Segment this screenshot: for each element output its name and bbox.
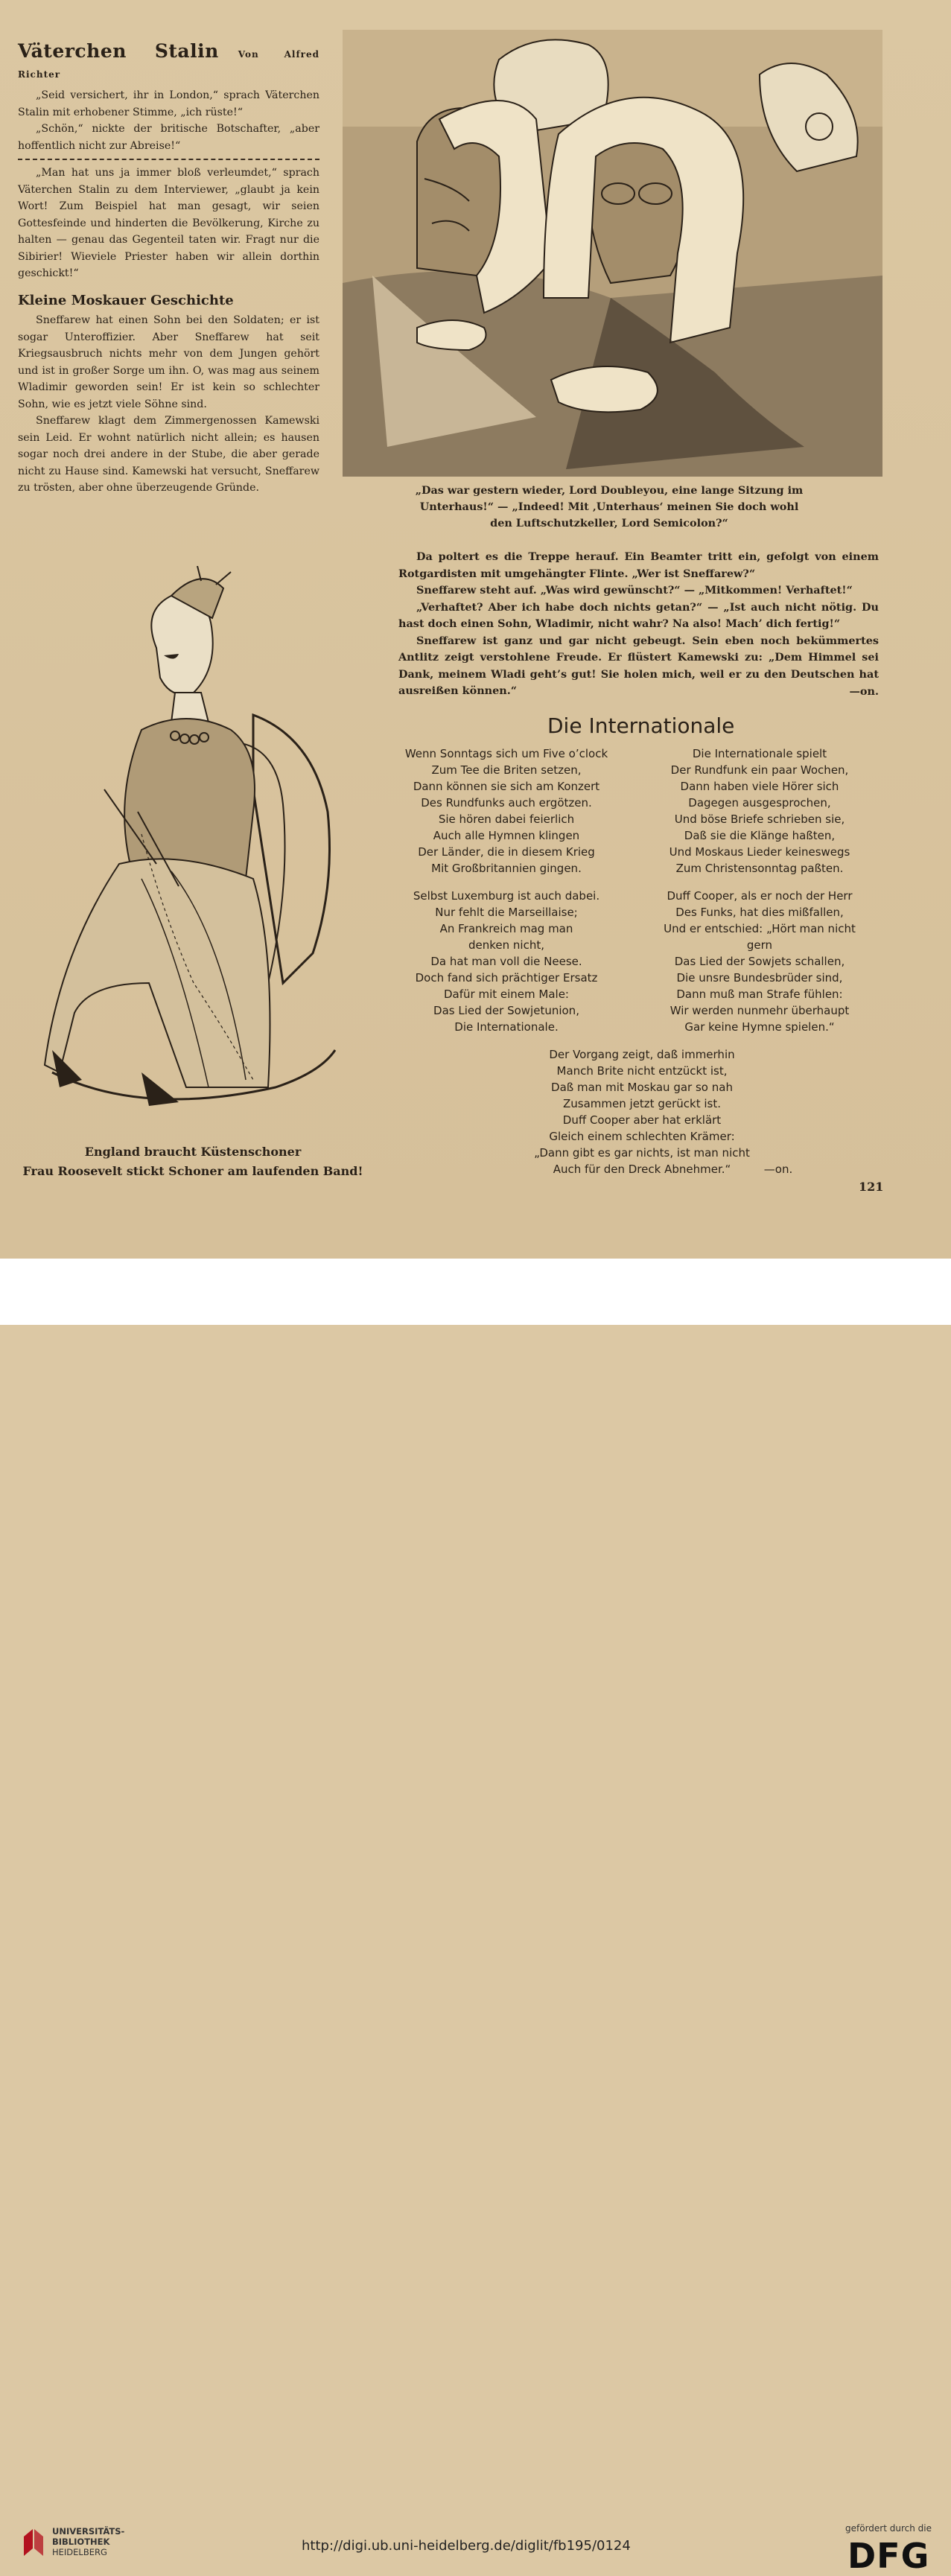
article-paragraph: Sneffarew ist ganz und gar nicht gebeugt. Sein eben noch bekümmertes Antlitz zeigt verstohlene Freude. Er flüstert Kamewski zu: „Dem Himmel sei Dank, meinem Wladi geht’s gut! Sie holen mich, weil er zu den Deutschen hat ausreißen können.“ — [398, 634, 879, 697]
article-paragraph: „Seid versichert, ihr in London,“ sprach Väterchen Stalin mit erhobener Stimme, „ich rüste!“ — [18, 89, 319, 118]
poem-stanza — [395, 888, 618, 1035]
poem-line: Und böse Briefe schrieben sie, — [674, 812, 845, 826]
document-url-link[interactable]: http://digi.ub.uni-heidelberg.de/diglit/fb195/0124 — [302, 2538, 631, 2554]
article-title: Väterchen Stalin Von Alfred Richter — [18, 40, 319, 80]
poem-stanza — [508, 1046, 776, 1177]
article-byline: Von Alfred Richter — [18, 49, 319, 80]
library-name-line: HEIDELBERG — [52, 2547, 107, 2557]
dashed-divider — [18, 159, 319, 160]
poem-line: Die unsre Bundesbrüder sind, — [676, 971, 843, 985]
article-paragraph: Sneffarew hat einen Sohn bei den Soldaten; er ist sogar Unteroffizier. Aber Sneffarew hat seit Kriegsausbruch nichts mehr von dem Jungen gehört und ist in großer Sorge um ihn. O, was mag aus seinem Wladimir geworden sein! Er ist kein so schlechter Sohn, wie es jetzt viele Söhne sind. — [18, 314, 319, 410]
page-number: 121 — [859, 1180, 884, 1194]
poem-line: Des Rundfunks auch ergötzen. — [421, 796, 592, 810]
caption-title: England braucht Küstenschoner — [84, 1145, 302, 1159]
poem-line: Wenn Sonntags sich um Five o’clock — [404, 747, 608, 760]
poem-title: Die Internationale — [547, 713, 735, 738]
poem-line: Duff Cooper, als er noch der Herr — [667, 889, 853, 903]
poem-line: Die Internationale spielt — [692, 747, 827, 760]
poem-line: Daß man mit Moskau gar so nah — [551, 1081, 733, 1094]
university-library-logo-icon — [22, 2526, 45, 2557]
poem-line: Zusammen jetzt gerückt ist. — [563, 1097, 721, 1110]
library-name-line: UNIVERSITÄTS- — [52, 2526, 125, 2537]
poem-line: Der Länder, die in diesem Krieg — [418, 845, 595, 859]
poem-line: Dann muß man Strafe fühlen: — [676, 988, 843, 1001]
poem-line: Daß sie die Klänge haßten, — [684, 829, 836, 842]
poem-line: Auch alle Hymnen klingen — [433, 829, 580, 842]
poem-stanza — [395, 745, 618, 877]
poem-line: Dagegen ausgesprochen, — [688, 796, 831, 810]
funding-note: gefördert durch die — [845, 2523, 932, 2534]
poem-line: Doch fand sich prächtiger Ersatz — [415, 971, 598, 985]
poem-line: Der Vorgang zeigt, daß immerhin — [549, 1048, 735, 1061]
poem-line: Mit Großbritannien gingen. — [431, 862, 582, 875]
poem-line: Duff Cooper aber hat erklärt — [562, 1113, 722, 1127]
article-paragraph: Da poltert es die Treppe herauf. Ein Beamter tritt ein, gefolgt von einem Rotgardisten mit umgehängter Flinte. „Wer ist Sneffarew?“ — [398, 550, 879, 580]
article-paragraph: Sneffarew klagt dem Zimmergenossen Kamewski sein Leid. Er wohnt natürlich nicht allein; es hausen sogar noch drei andere in der Stube, die aber gerade nicht zu Hause sind. Kamewski hat versucht, Sneffarew zu trösten, aber ohne überzeugende Gründe. — [18, 415, 319, 494]
poem-stanza — [648, 745, 871, 877]
poem-line: Dafür mit einem Male: — [444, 988, 569, 1001]
poem-line: Zum Tee die Briten setzen, — [431, 763, 582, 777]
poem-line: Die Internationale. — [454, 1020, 559, 1034]
article-paragraph: Sneffarew steht auf. „Was wird gewünscht?“ — „Mitkommen! Verhaftet!“ — [416, 584, 853, 597]
dfg-logo: DFG — [847, 2536, 930, 2576]
poem-line: Zum Christensonntag paßten. — [675, 862, 844, 875]
library-name — [52, 2526, 124, 2557]
poem-line: Auch für den Dreck Abnehmer.“ — [553, 1163, 731, 1176]
left-column — [18, 40, 319, 497]
poem-line: Dann können sie sich am Konzert — [413, 780, 600, 793]
poem-line: gern — [746, 938, 773, 952]
poem-signature: —on. — [763, 1163, 793, 1176]
magazine-page — [0, 0, 951, 1259]
cartoon-knitting-woman-illustration — [30, 566, 357, 1132]
article-signature: —on. — [849, 684, 879, 698]
caption-text: Frau Roosevelt stickt Schoner am laufenden Band! — [22, 1164, 363, 1178]
poem-line: Gar keine Hymne spielen.“ — [684, 1020, 835, 1034]
article-paragraph: „Schön,“ nickte der britische Botschafter, „aber hoffentlich nicht zur Abreise!“ — [18, 123, 319, 152]
story-continuation — [398, 549, 879, 700]
poem-line: Das Lied der Sowjetunion, — [433, 1004, 579, 1017]
caption-line: „Das war gestern wieder, Lord Doubleyou, eine lange Sitzung im — [415, 484, 804, 497]
poem-line: Manch Brite nicht entzückt ist, — [556, 1064, 728, 1078]
caption-line: Unterhaus!“ — „Indeed! Mit ‚Unterhaus‘ meinen Sie doch wohl — [419, 500, 799, 513]
poem-line: Das Lied der Sowjets schallen, — [674, 955, 845, 968]
poem-line: Und er entschied: „Hört man nicht — [664, 922, 856, 935]
poem-line: Sie hören dabei feierlich — [438, 812, 575, 826]
poem-line: Gleich einem schlechten Krämer: — [549, 1130, 735, 1143]
cartoon-judges-illustration — [343, 30, 882, 477]
poem-line: denken nicht, — [468, 938, 544, 952]
poem-line: Da hat man voll die Neese. — [430, 955, 582, 968]
poem-line: Des Funks, hat dies mißfallen, — [675, 906, 844, 919]
cartoon-caption — [378, 483, 840, 532]
poem-line: Selbst Luxemburg ist auch dabei. — [413, 889, 600, 903]
poem-line: „Dann gibt es gar nichts, ist man nicht — [534, 1146, 750, 1160]
article-paragraph: „Man hat uns ja immer bloß verleumdet,“ sprach Väterchen Stalin zu dem Interviewer, „glaubt ja kein Wort! Zum Beispiel hat man gesagt, wir seien Gottesfeinde und hinderten die Bevölkerung, Kirche zu halten — genau das Gegenteil taten wir. Fragt nur die Sibirier! Wieviele Priester haben wir allein dorthin geschickt!“ — [18, 167, 319, 279]
poem-stanza — [648, 888, 871, 1035]
footer-bar — [0, 1259, 951, 2576]
cartoon-caption — [18, 1142, 368, 1181]
library-name-line: BIBLIOTHEK — [52, 2537, 110, 2547]
caption-line: den Luftschutzkeller, Lord Semicolon?“ — [490, 517, 728, 529]
poem-line: Dann haben viele Hörer sich — [680, 780, 839, 793]
poem-line: Nur fehlt die Marseillaise; — [435, 906, 578, 919]
poem-line: Der Rundfunk ein paar Wochen, — [670, 763, 849, 777]
poem-line: An Frankreich mag man — [439, 922, 573, 935]
poem-line: Wir werden nunmehr überhaupt — [669, 1004, 850, 1017]
article-subtitle: Kleine Moskauer Geschichte — [18, 292, 234, 308]
article-paragraph: „Verhaftet? Aber ich habe doch nichts getan?“ — „Ist auch nicht nötig. Du hast doch einen Sohn, Wladimir, nicht wahr? Na also! Mach’ dich fertig!“ — [398, 600, 879, 630]
poem-line: Und Moskaus Lieder keineswegs — [669, 845, 850, 859]
